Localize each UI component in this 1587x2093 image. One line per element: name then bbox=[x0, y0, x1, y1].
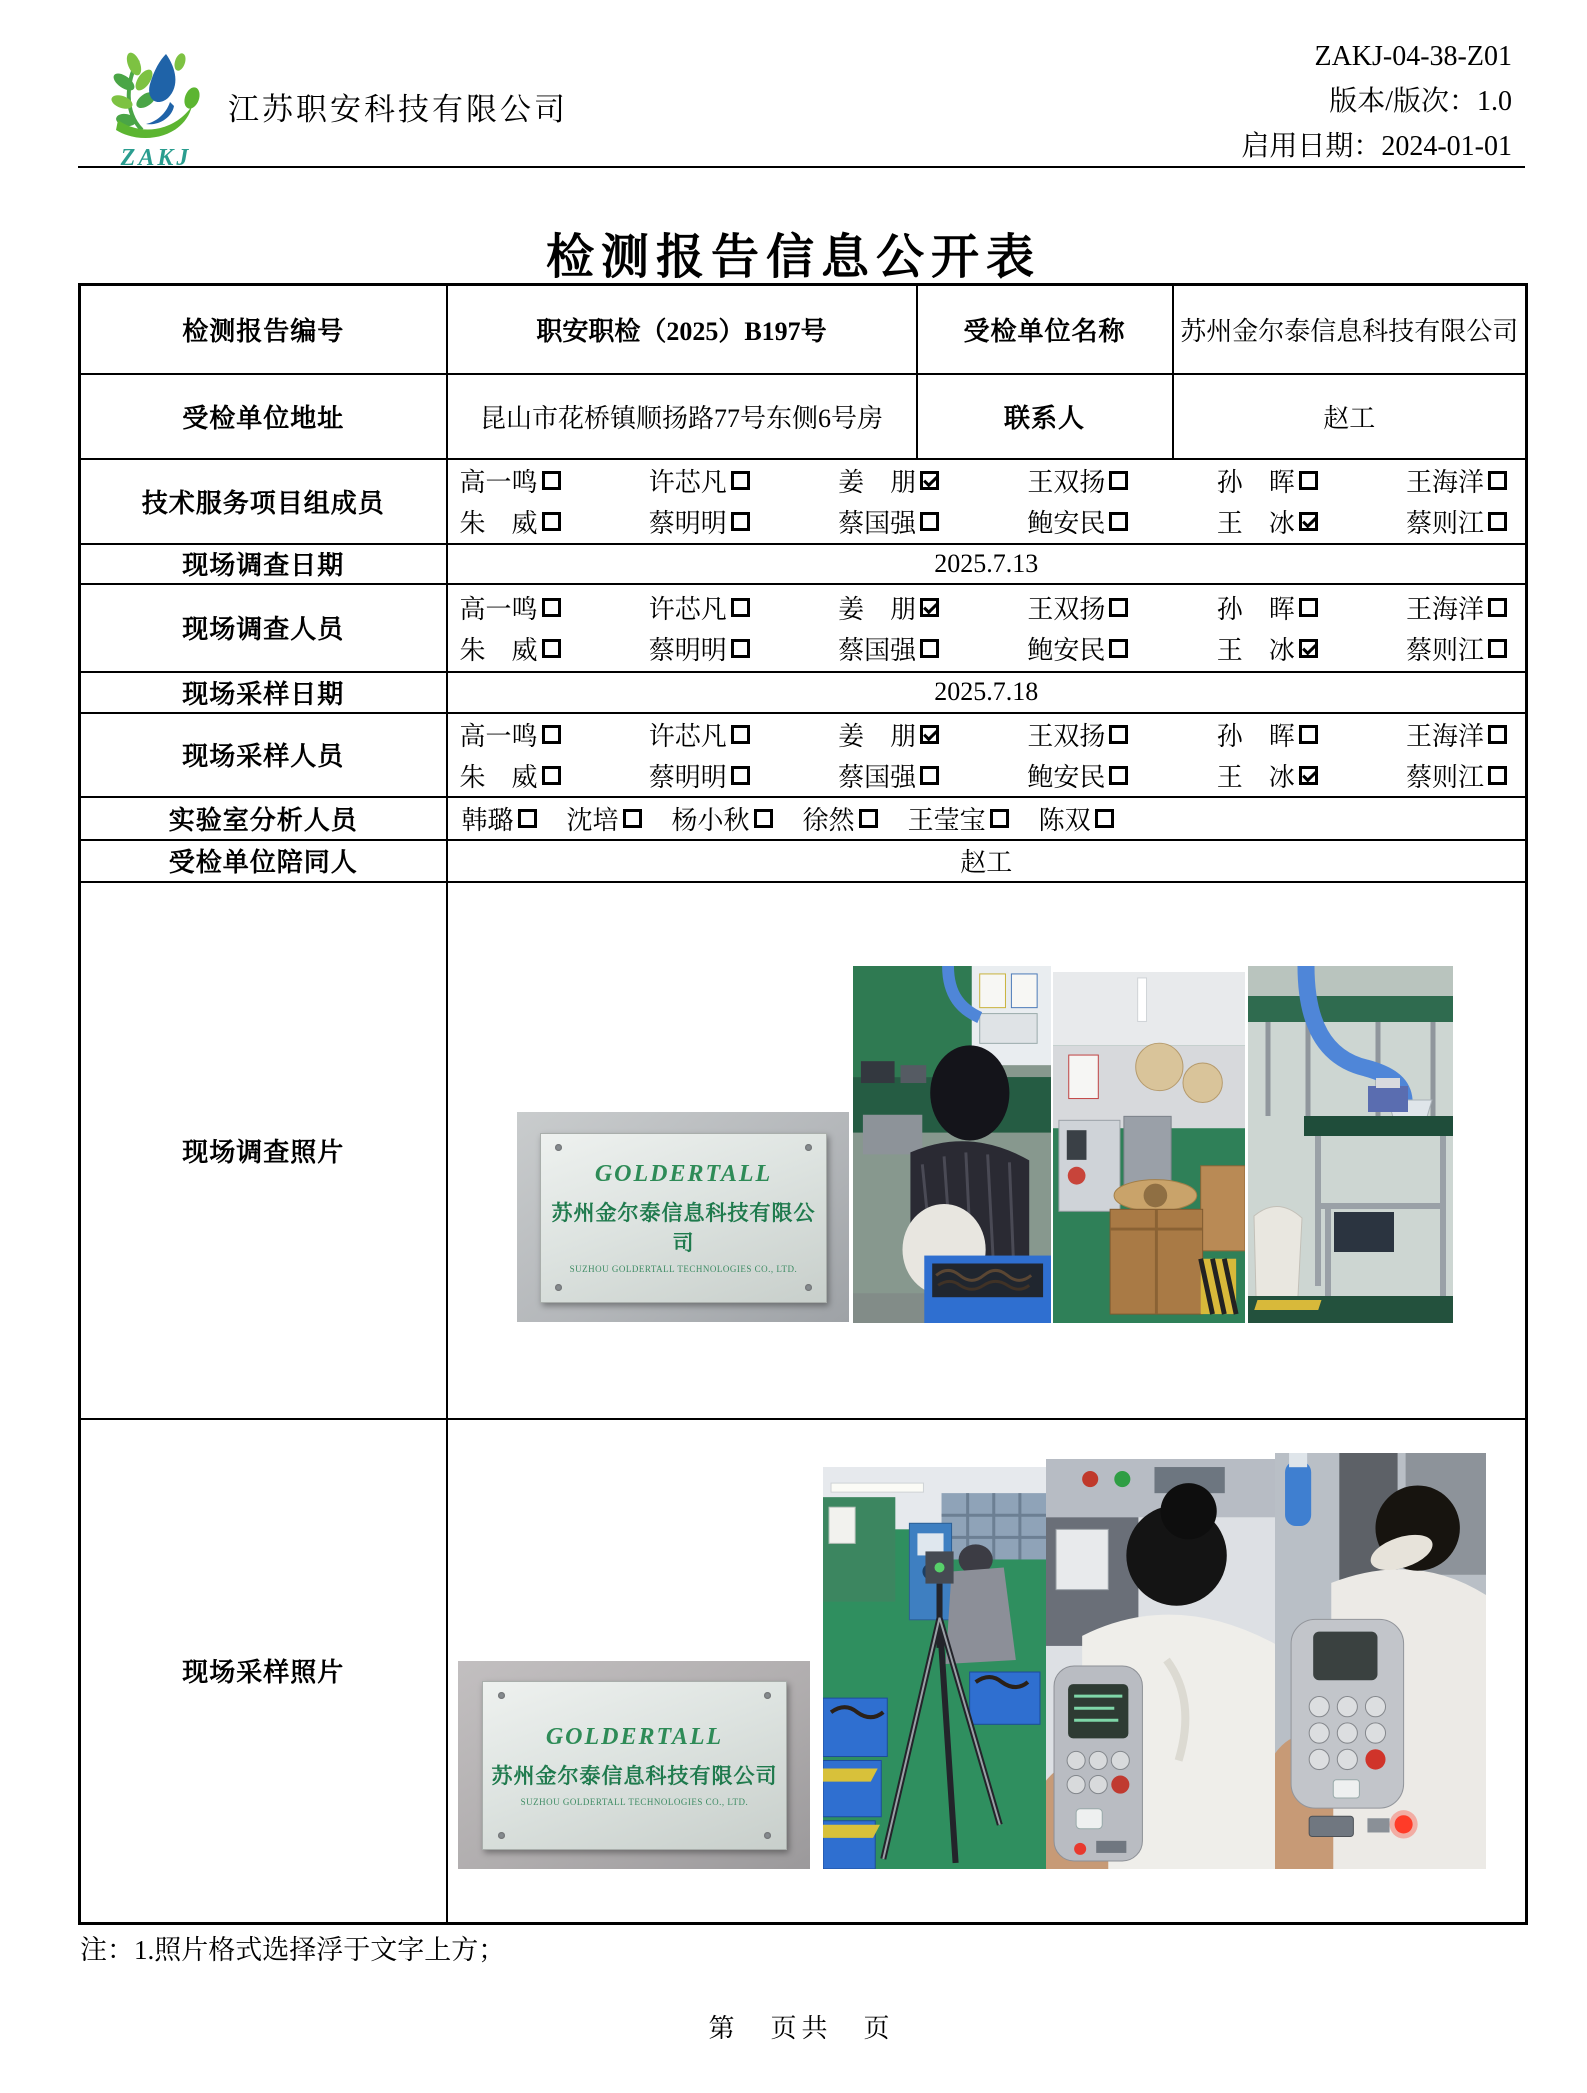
checkbox-unchecked[interactable] bbox=[1488, 512, 1507, 531]
person-entry bbox=[649, 716, 750, 753]
person-name: 王海洋 bbox=[1405, 468, 1484, 497]
person-name: 王 冰 bbox=[1216, 635, 1295, 665]
checkbox-unchecked[interactable] bbox=[542, 598, 561, 617]
checkbox-unchecked[interactable] bbox=[731, 725, 750, 744]
person-name: 朱 威 bbox=[459, 509, 538, 538]
unit-name-label: 受检单位名称 bbox=[917, 285, 1173, 374]
table-row bbox=[80, 797, 1527, 840]
sign-pin-icon bbox=[498, 1692, 505, 1699]
person-entry bbox=[1027, 757, 1128, 794]
checkbox-unchecked[interactable] bbox=[731, 598, 750, 617]
person-entry bbox=[1406, 757, 1507, 794]
checkbox-unchecked[interactable] bbox=[542, 471, 561, 490]
sampling-photo-company-sign bbox=[458, 1661, 810, 1869]
checkbox-unchecked[interactable] bbox=[1488, 598, 1507, 617]
person-entry bbox=[838, 630, 939, 667]
person-name: 蔡国强 bbox=[838, 635, 917, 665]
team-members-cell bbox=[447, 459, 1527, 544]
sign-pin-icon bbox=[764, 1832, 771, 1839]
person-entry bbox=[1027, 503, 1128, 540]
report-no-value: 职安职检（2025）B197号 bbox=[447, 285, 917, 374]
checkbox-unchecked[interactable] bbox=[1109, 766, 1128, 785]
person-name: 王双扬 bbox=[1027, 468, 1106, 497]
checkbox-unchecked[interactable] bbox=[1109, 639, 1128, 658]
person-entry bbox=[1406, 589, 1507, 626]
checkbox-unchecked[interactable] bbox=[920, 639, 939, 658]
table-row bbox=[80, 374, 1527, 459]
checkbox-unchecked[interactable] bbox=[1109, 598, 1128, 617]
unit-addr-label: 受检单位地址 bbox=[80, 374, 447, 459]
person-entry bbox=[649, 630, 750, 667]
person-name: 鲍安民 bbox=[1027, 635, 1106, 665]
person-name: 许芯凡 bbox=[648, 721, 727, 751]
report-info-table bbox=[78, 283, 1528, 1925]
sign-company-en: SUZHOU GOLDERTALL TECHNOLOGIES CO., LTD. bbox=[520, 1796, 749, 1807]
person-entry bbox=[1217, 503, 1318, 540]
footnote: 注：1.照片格式选择浮于文字上方； bbox=[80, 1935, 506, 1965]
person-entry bbox=[838, 716, 939, 753]
person-name: 孙 晖 bbox=[1216, 594, 1295, 624]
checkbox-unchecked[interactable] bbox=[754, 809, 773, 828]
operator-device-scene bbox=[1046, 1459, 1275, 1869]
accompany-value: 赵工 bbox=[447, 840, 1527, 882]
survey-staff-line2 bbox=[448, 628, 1526, 669]
person-entry bbox=[460, 503, 561, 540]
checkbox-unchecked[interactable] bbox=[859, 809, 878, 828]
sign-pin-icon bbox=[498, 1832, 505, 1839]
person-name: 姜 朋 bbox=[838, 594, 917, 624]
report-no-label: 检测报告编号 bbox=[80, 285, 447, 374]
person-entry bbox=[460, 462, 561, 499]
person-entry bbox=[460, 630, 561, 667]
unit-addr-value: 昆山市花桥镇顺扬路77号东侧6号房 bbox=[447, 374, 917, 459]
checkbox-unchecked[interactable] bbox=[542, 725, 561, 744]
person-entry bbox=[1217, 757, 1318, 794]
person-entry bbox=[1027, 462, 1128, 499]
person-entry bbox=[838, 589, 939, 626]
team-members-line2 bbox=[448, 501, 1526, 542]
person-entry bbox=[838, 757, 939, 794]
person-name: 许芯凡 bbox=[648, 468, 727, 497]
sampling-photo-operator-device bbox=[1046, 1459, 1275, 1869]
checkbox-checked[interactable] bbox=[920, 471, 939, 490]
person-name: 鲍安民 bbox=[1027, 762, 1106, 792]
checkbox-unchecked[interactable] bbox=[1488, 471, 1507, 490]
survey-photo-duct-bench bbox=[1248, 966, 1453, 1323]
person-name: 蔡则江 bbox=[1405, 509, 1484, 538]
company-name: 江苏职安科技有限公司 bbox=[228, 92, 568, 127]
survey-date-value: 2025.7.13 bbox=[447, 544, 1527, 584]
person-entry bbox=[649, 589, 750, 626]
person-name: 王 冰 bbox=[1216, 509, 1295, 538]
person-entry bbox=[1027, 630, 1128, 667]
person-entry bbox=[462, 800, 537, 837]
sampling-photo-tripod bbox=[823, 1467, 1046, 1869]
checkbox-unchecked[interactable] bbox=[731, 512, 750, 531]
lab-staff-cell bbox=[447, 797, 1527, 840]
person-entry bbox=[1406, 630, 1507, 667]
survey-date-label: 现场调查日期 bbox=[80, 544, 447, 584]
unit-name-value: 苏州金尔泰信息科技有限公司 bbox=[1173, 285, 1527, 374]
sampling-photo-device-in-hand bbox=[1275, 1453, 1486, 1869]
person-entry bbox=[838, 503, 939, 540]
person-name: 蔡则江 bbox=[1405, 635, 1484, 665]
company-sign-board bbox=[540, 1133, 828, 1303]
person-entry bbox=[803, 800, 878, 837]
table-row bbox=[80, 544, 1527, 584]
sampling-staff-line2 bbox=[448, 755, 1526, 796]
person-name: 高一鸣 bbox=[459, 594, 538, 624]
team-members-line1 bbox=[448, 460, 1526, 501]
person-name: 王海洋 bbox=[1405, 721, 1484, 751]
person-name: 高一鸣 bbox=[459, 721, 538, 751]
checkbox-unchecked[interactable] bbox=[1299, 598, 1318, 617]
lab-staff-label: 实验室分析人员 bbox=[80, 797, 447, 840]
table-row bbox=[80, 713, 1527, 797]
table-row bbox=[80, 459, 1527, 544]
person-entry bbox=[649, 757, 750, 794]
survey-photo-company-sign bbox=[517, 1112, 849, 1322]
table-row bbox=[80, 584, 1527, 672]
accompany-label: 受检单位陪同人 bbox=[80, 840, 447, 882]
sign-pin-icon bbox=[555, 1144, 562, 1151]
checkbox-unchecked[interactable] bbox=[1109, 725, 1128, 744]
person-name: 蔡则江 bbox=[1405, 762, 1484, 792]
person-name: 许芯凡 bbox=[648, 594, 727, 624]
sampling-photos-cell bbox=[447, 1419, 1527, 1924]
person-name: 蔡国强 bbox=[838, 509, 917, 538]
tripod-scene bbox=[823, 1467, 1046, 1869]
person-entry bbox=[838, 462, 939, 499]
device-in-hand-scene bbox=[1275, 1453, 1486, 1869]
checkbox-unchecked[interactable] bbox=[1299, 471, 1318, 490]
team-label: 技术服务项目组成员 bbox=[80, 459, 447, 544]
doc-meta bbox=[1241, 34, 1512, 169]
doc-code: ZAKJ-04-38-Z01 bbox=[1314, 41, 1512, 72]
sign-pin-icon bbox=[764, 1692, 771, 1699]
person-name: 蔡明明 bbox=[648, 635, 727, 665]
checkbox-checked[interactable] bbox=[1299, 766, 1318, 785]
sampling-staff-cell bbox=[447, 713, 1527, 797]
checkbox-unchecked[interactable] bbox=[1095, 809, 1114, 828]
person-entry bbox=[1406, 462, 1507, 499]
person-entry bbox=[649, 462, 750, 499]
checkbox-unchecked[interactable] bbox=[731, 639, 750, 658]
sign-company-cn: 苏州金尔泰信息科技有限公司 bbox=[551, 1201, 816, 1255]
checkbox-checked[interactable] bbox=[920, 598, 939, 617]
person-name: 王海洋 bbox=[1405, 594, 1484, 624]
person-entry bbox=[567, 800, 642, 837]
checkbox-unchecked[interactable] bbox=[1488, 766, 1507, 785]
person-name: 朱 威 bbox=[459, 762, 538, 792]
survey-photos-label: 现场调查照片 bbox=[80, 882, 447, 1419]
person-name: 杨小秋 bbox=[671, 805, 750, 835]
company-logo bbox=[100, 42, 212, 169]
sign-company-en: SUZHOU GOLDERTALL TECHNOLOGIES CO., LTD. bbox=[569, 1264, 798, 1274]
person-name: 韩璐 bbox=[461, 805, 514, 835]
logo-graphic bbox=[104, 42, 208, 142]
sampling-photos-label: 现场采样照片 bbox=[80, 1419, 447, 1924]
person-entry bbox=[649, 503, 750, 540]
checkbox-unchecked[interactable] bbox=[1488, 725, 1507, 744]
checkbox-unchecked[interactable] bbox=[920, 512, 939, 531]
checkbox-checked[interactable] bbox=[1299, 639, 1318, 658]
person-name: 徐然 bbox=[802, 805, 855, 835]
sign-pin-icon bbox=[805, 1144, 812, 1151]
page-title: 检测报告信息公开表 bbox=[545, 231, 1041, 284]
person-entry bbox=[460, 589, 561, 626]
checkbox-unchecked[interactable] bbox=[518, 809, 537, 828]
person-entry bbox=[1217, 716, 1318, 753]
person-name: 蔡明明 bbox=[648, 509, 727, 538]
logo-text: ZAKJ bbox=[120, 145, 192, 171]
person-name: 陈双 bbox=[1038, 805, 1091, 835]
person-entry bbox=[1039, 800, 1114, 837]
checkbox-unchecked[interactable] bbox=[920, 766, 939, 785]
header-divider bbox=[78, 166, 1525, 168]
survey-photo-workshop-boxes bbox=[1053, 972, 1245, 1323]
person-entry bbox=[1217, 589, 1318, 626]
person-name: 王莹宝 bbox=[907, 805, 986, 835]
survey-staff-line1 bbox=[448, 587, 1526, 628]
person-entry bbox=[672, 800, 773, 837]
person-name: 蔡明明 bbox=[648, 762, 727, 792]
sampling-date-value: 2025.7.18 bbox=[447, 672, 1527, 713]
checkbox-checked[interactable] bbox=[920, 725, 939, 744]
person-name: 王双扬 bbox=[1027, 721, 1106, 751]
person-name: 姜 朋 bbox=[838, 468, 917, 497]
person-entry bbox=[1217, 462, 1318, 499]
survey-staff-cell bbox=[447, 584, 1527, 672]
checkbox-unchecked[interactable] bbox=[542, 512, 561, 531]
survey-photo-worker-bench bbox=[853, 966, 1051, 1323]
workshop-boxes-scene bbox=[1053, 972, 1245, 1323]
person-name: 孙 晖 bbox=[1216, 721, 1295, 751]
sign-brand-text: GOLDERTALL bbox=[545, 1723, 724, 1750]
person-name: 沈培 bbox=[566, 805, 619, 835]
person-name: 王双扬 bbox=[1027, 594, 1106, 624]
sign-brand-text: GOLDERTALL bbox=[594, 1161, 773, 1187]
person-entry bbox=[908, 800, 1009, 837]
checkbox-unchecked[interactable] bbox=[1299, 725, 1318, 744]
person-name: 蔡国强 bbox=[838, 762, 917, 792]
table-row bbox=[80, 1419, 1527, 1924]
doc-effective-date: 启用日期：2024-01-01 bbox=[1241, 131, 1512, 162]
person-name: 高一鸣 bbox=[459, 468, 538, 497]
sampling-date-label: 现场采样日期 bbox=[80, 672, 447, 713]
person-entry bbox=[1217, 630, 1318, 667]
lab-staff-line bbox=[448, 800, 1526, 837]
survey-photos-cell bbox=[447, 882, 1527, 1419]
checkbox-checked[interactable] bbox=[1299, 512, 1318, 531]
person-name: 孙 晖 bbox=[1216, 468, 1295, 497]
sign-pin-icon bbox=[805, 1284, 812, 1291]
sign-pin-icon bbox=[555, 1284, 562, 1291]
checkbox-unchecked[interactable] bbox=[1488, 639, 1507, 658]
duct-bench-scene bbox=[1248, 966, 1453, 1323]
person-entry bbox=[1406, 503, 1507, 540]
table-row bbox=[80, 882, 1527, 1419]
doc-version: 版本/版次：1.0 bbox=[1329, 86, 1512, 117]
table-row bbox=[80, 285, 1527, 374]
contact-label: 联系人 bbox=[917, 374, 1173, 459]
checkbox-unchecked[interactable] bbox=[1109, 512, 1128, 531]
sampling-staff-line1 bbox=[448, 714, 1526, 755]
checkbox-unchecked[interactable] bbox=[542, 639, 561, 658]
contact-value: 赵工 bbox=[1173, 374, 1527, 459]
sign-company-cn: 苏州金尔泰信息科技有限公司 bbox=[491, 1763, 778, 1788]
person-entry bbox=[1027, 716, 1128, 753]
person-entry bbox=[460, 757, 561, 794]
survey-staff-label: 现场调查人员 bbox=[80, 584, 447, 672]
person-entry bbox=[460, 716, 561, 753]
person-name: 朱 威 bbox=[459, 635, 538, 665]
person-name: 鲍安民 bbox=[1027, 509, 1106, 538]
checkbox-unchecked[interactable] bbox=[990, 809, 1009, 828]
person-entry bbox=[1406, 716, 1507, 753]
sampling-staff-label: 现场采样人员 bbox=[80, 713, 447, 797]
worker-bench-scene bbox=[853, 966, 1051, 1323]
company-sign-board bbox=[482, 1681, 787, 1849]
person-name: 王 冰 bbox=[1216, 762, 1295, 792]
person-name: 姜 朋 bbox=[838, 721, 917, 751]
table-row bbox=[80, 840, 1527, 882]
person-entry bbox=[1027, 589, 1128, 626]
page-number: 第 页共 页 bbox=[708, 2014, 895, 2043]
checkbox-unchecked[interactable] bbox=[623, 809, 642, 828]
checkbox-unchecked[interactable] bbox=[731, 766, 750, 785]
checkbox-unchecked[interactable] bbox=[1109, 471, 1128, 490]
checkbox-unchecked[interactable] bbox=[542, 766, 561, 785]
table-row bbox=[80, 672, 1527, 713]
checkbox-unchecked[interactable] bbox=[731, 471, 750, 490]
